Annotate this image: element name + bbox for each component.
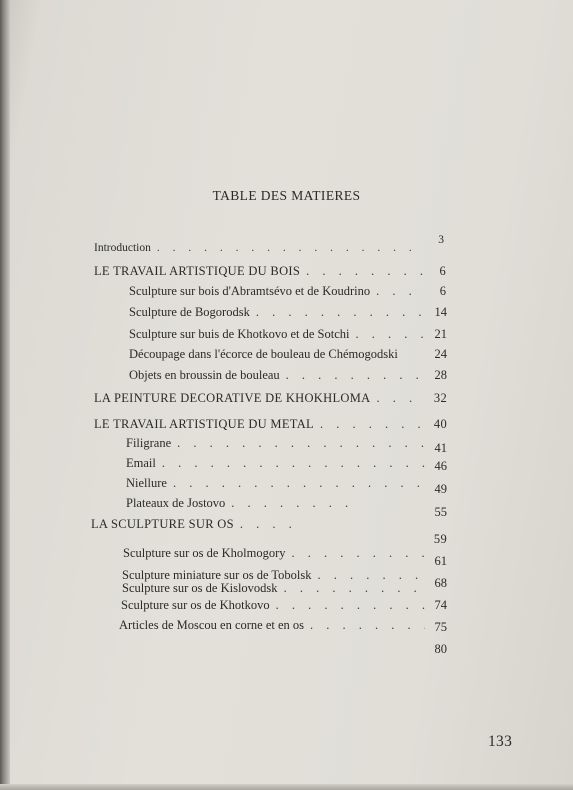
toc-entry-label: Sculpture sur os de Khotkovo: [121, 598, 270, 612]
toc-entry-page: 49: [434, 482, 447, 496]
dot-leader: [291, 545, 425, 561]
dot-leader: [276, 597, 425, 613]
toc-entry-page: 75: [434, 620, 447, 634]
dot-leader: [286, 367, 425, 383]
toc-entry-label: Sculpture de Bogorodsk: [129, 305, 250, 319]
toc-entry-email: [126, 455, 447, 471]
page-bottom-edge: [0, 784, 573, 790]
toc-entry-filigrane: [126, 435, 447, 455]
toc-section-khokhloma: [94, 390, 447, 406]
dot-leader: [162, 455, 425, 471]
toc-entry-moscou: [119, 617, 447, 656]
toc-entry-chemogodski: [129, 346, 447, 362]
page-title: TABLE DES MATIERES: [212, 188, 361, 203]
toc-entry-page: 55: [434, 505, 447, 519]
toc-entry-page: 41: [434, 441, 447, 455]
toc-entry-page: 6: [439, 264, 446, 278]
dot-leader: [157, 240, 422, 256]
dot-leader: [256, 304, 425, 320]
toc-section-metal: [94, 416, 447, 432]
toc-entry-page: 61: [434, 554, 447, 568]
toc-section-os: [91, 516, 447, 546]
page-number: 133: [488, 733, 513, 750]
dot-leader: [376, 283, 424, 299]
toc-entry-bogorodsk: [129, 304, 447, 320]
toc-entry-page: 80: [434, 642, 447, 656]
dot-leader: [240, 516, 300, 532]
toc-entry-label: LE TRAVAIL ARTISTIQUE DU METAL: [94, 417, 314, 431]
toc-entry-label: Sculpture sur os de Kislovodsk: [122, 581, 278, 595]
toc-entry-page: 32: [433, 391, 447, 405]
toc-entry-label: Plateaux de Jostovo: [126, 496, 226, 510]
toc-entry-label: LA SCULPTURE SUR OS: [91, 517, 234, 531]
toc-entry-abramtsevo: [129, 283, 446, 299]
toc-entry-kholmogory: [123, 545, 447, 568]
toc-entry-page: 3: [438, 234, 444, 246]
dot-leader: [355, 326, 425, 342]
dot-leader: [376, 390, 425, 406]
dot-leader: [320, 416, 425, 432]
toc-entry-label: Filigrane: [126, 436, 172, 450]
toc-entry-label: Découpage dans l'écorce de bouleau de Chémogodski: [129, 347, 398, 361]
dot-leader: [310, 617, 425, 633]
dot-leader: [231, 495, 361, 511]
toc-entry-label: LE TRAVAIL ARTISTIQUE DU BOIS: [94, 264, 301, 278]
toc-entry-page: 74: [434, 598, 447, 612]
toc-entry-label: Sculpture miniature sur os de Tobolsk: [122, 568, 312, 582]
toc-entry-label: Objets en broussin de bouleau: [129, 368, 280, 382]
toc-section-bois: [94, 263, 446, 279]
dot-leader: [306, 263, 424, 279]
toc-entry-page: 68: [434, 576, 447, 590]
toc-entry-page: 21: [434, 327, 447, 341]
toc-entry-label: Introduction: [94, 242, 151, 254]
toc-entry-label: Sculpture sur os de Kholmogory: [123, 546, 286, 560]
toc-entry-label: Email: [126, 456, 156, 470]
toc-entry-khotkovo-sotchi: [129, 326, 447, 342]
toc-entry-page: 59: [433, 532, 447, 546]
dot-leader: [177, 435, 425, 451]
toc-entry-page: 28: [434, 368, 447, 382]
toc-entry-page: 6: [439, 284, 446, 298]
toc-entry-broussin: [129, 367, 447, 383]
toc-entry-niellure: [126, 475, 447, 496]
toc-entry-jostovo: [126, 495, 447, 519]
toc-entry-page: 14: [434, 305, 447, 319]
toc-entry-page: 24: [434, 347, 447, 361]
toc-entry-label: Articles de Moscou en corne et en os: [119, 618, 305, 632]
dot-leader: [173, 475, 425, 491]
toc-entry-introduction: [94, 234, 444, 256]
toc-entry-label: Sculpture sur bois d'Abramtsévo et de Koudrino: [129, 284, 371, 298]
toc-entry-page: 46: [434, 459, 447, 473]
toc-entry-label: LA PEINTURE DECORATIVE DE KHOKHLOMA: [94, 391, 371, 405]
toc-entry-label: Sculpture sur buis de Khotkovo et de Sotchi: [129, 327, 350, 341]
toc-entry-label: Niellure: [126, 476, 167, 490]
toc-entry-page: 40: [433, 417, 447, 431]
dot-leader: [284, 580, 425, 596]
